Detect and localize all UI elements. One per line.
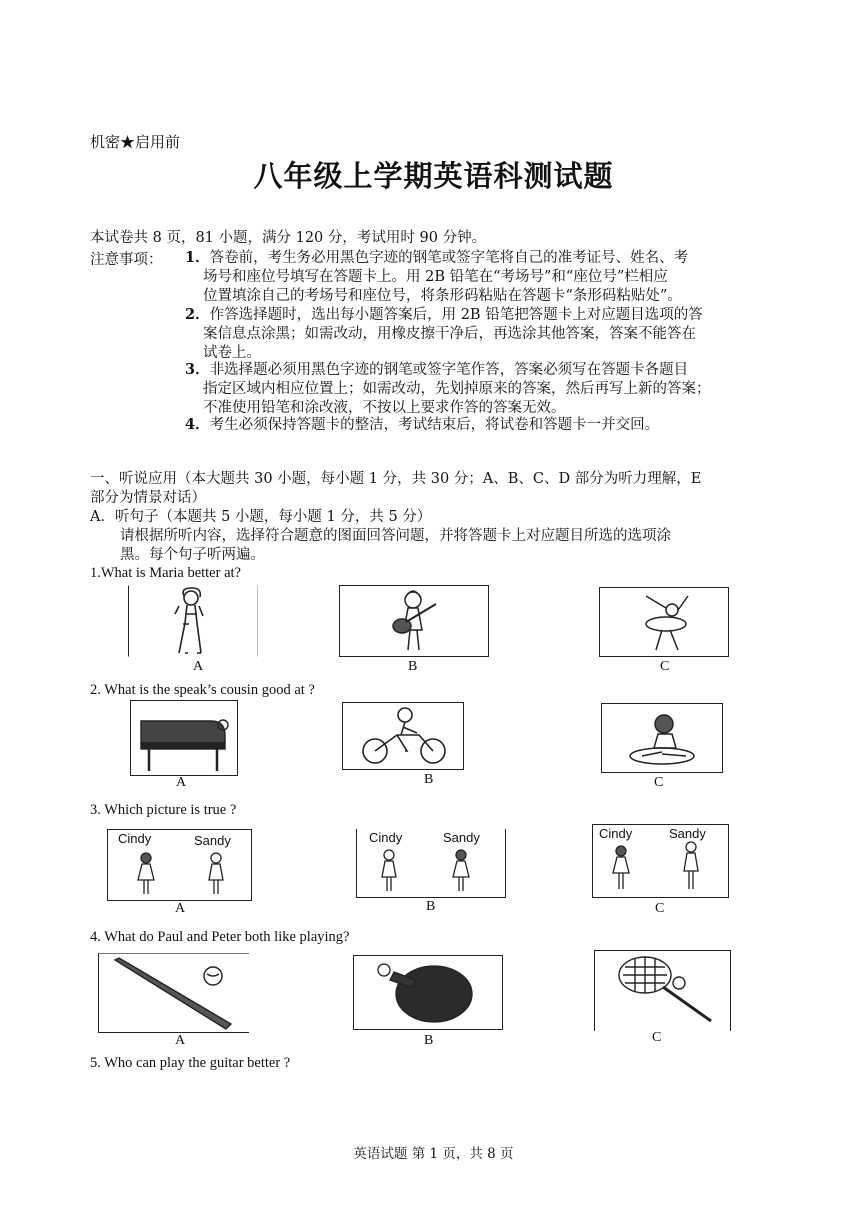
confidential-mark: 机密★启用前 [90, 133, 181, 151]
cindy-sandy-picture-b[interactable] [356, 829, 506, 898]
baseball-bat-icon[interactable] [98, 953, 249, 1033]
sandy-label: Sandy [669, 826, 706, 841]
note-number: 2． [185, 306, 210, 323]
question-1: 1.What is Maria better at? [90, 565, 241, 581]
option-label: B [426, 899, 436, 914]
cindy-label: Cindy [369, 830, 403, 845]
cindy-label: Cindy [118, 831, 152, 846]
section-a-heading: A．听句子（本题共 5 小题，每小题 1 分，共 5 分） [90, 509, 432, 525]
drawing-girl-icon[interactable] [128, 585, 258, 657]
note-line: 试卷上。 [203, 345, 261, 361]
note-line: 作答选择题时，选出每小题答案后，用 2B 铅笔把答题卡上对应题目选项的答 [209, 307, 703, 323]
notes-label: 注意事项： [90, 252, 163, 268]
sandy-label: Sandy [443, 830, 480, 845]
question-5: 5. Who can play the guitar better ? [90, 1055, 291, 1071]
guitar-player-icon[interactable] [339, 585, 489, 657]
note-line: 指定区域内相应位置上；如需改动，先划掉原来的答案，然后再写上新的答案； [203, 381, 711, 397]
option-label: A [176, 775, 187, 790]
girl-painting-icon[interactable] [601, 703, 723, 773]
option-label: C [660, 659, 670, 674]
part1-heading-line: 部分为情景对话） [90, 490, 206, 506]
note-line: 案信息点涂黑；如需改动，用橡皮擦干净后，再选涂其他答案，答案不能答在 [203, 326, 696, 342]
option-label: A [193, 659, 204, 674]
note-line: 非选择题必须用黑色字迹的钢笔或签字笔作答，答案必须写在答题卡各题目 [209, 362, 689, 378]
part1-heading [90, 470, 701, 508]
note-line: 答卷前，考生务必用黑色字迹的钢笔或签字笔将自己的准考证号、姓名、考 [209, 250, 689, 266]
option-label: A [175, 901, 186, 916]
part1-heading-line: 一、听说应用（本大题共 30 小题，每小题 1 分，共 30 分；A、B、C、D 部分为听力理解，E [90, 471, 702, 487]
note-line: 不准使用铅笔和涂改液，不按以上要求作答的答案无效。 [203, 400, 566, 416]
note-3 [185, 360, 711, 418]
note-line: 位置填涂自己的考场号和座位号，将条形码粘贴在答题卡“条形码粘贴处”。 [203, 288, 682, 304]
cindy-label: Cindy [599, 826, 633, 841]
question-4: 4. What do Paul and Peter both like playing? [90, 929, 350, 945]
piano-icon[interactable] [130, 700, 238, 776]
option-label: B [424, 772, 434, 787]
instruction-line: 黑。每个句子听两遍。 [120, 547, 265, 563]
question-2: 2. What is the speak’s cousin good at ? [90, 682, 315, 698]
note-line: 考生必须保持答题卡的整洁，考试结束后，将试卷和答题卡一并交回。 [209, 417, 660, 433]
exam-intro: 本试卷共 8 页，81 小题，满分 120 分，考试用时 90 分钟。 [90, 230, 487, 246]
option-label: C [654, 775, 664, 790]
note-number: 1． [185, 249, 210, 266]
option-label: C [655, 901, 665, 916]
cindy-sandy-picture-c[interactable] [592, 824, 729, 898]
section-a-instruction [120, 527, 671, 565]
cindy-sandy-picture-a[interactable] [107, 829, 252, 901]
instruction-line: 请根据所听内容，选择符合题意的图面回答问题，并将答题卡上对应题目所选的选项涂 [120, 528, 671, 544]
option-label: B [424, 1033, 434, 1048]
exam-title: 八年级上学期英语科测试题 [253, 159, 614, 193]
option-label: B [408, 659, 418, 674]
tennis-racket-icon[interactable] [594, 950, 731, 1031]
note-number: 3． [185, 361, 210, 378]
note-number: 4． [185, 416, 210, 433]
page-footer: 英语试题 第 1 页，共 8 页 [353, 1146, 514, 1162]
ping-pong-paddle-icon[interactable] [353, 955, 503, 1030]
option-label: A [175, 1033, 186, 1048]
note-1 [185, 248, 688, 306]
question-3: 3. Which picture is true ? [90, 802, 237, 818]
note-2 [185, 305, 703, 363]
option-label: C [652, 1030, 662, 1045]
ballet-dancer-icon[interactable] [599, 587, 729, 657]
note-line: 场号和座位号填写在答题卡上。用 2B 铅笔在“考场号”和“座位号”栏相应 [203, 269, 668, 285]
bicycle-rider-icon[interactable] [342, 702, 464, 770]
note-4 [185, 415, 659, 435]
sandy-label: Sandy [194, 833, 231, 848]
